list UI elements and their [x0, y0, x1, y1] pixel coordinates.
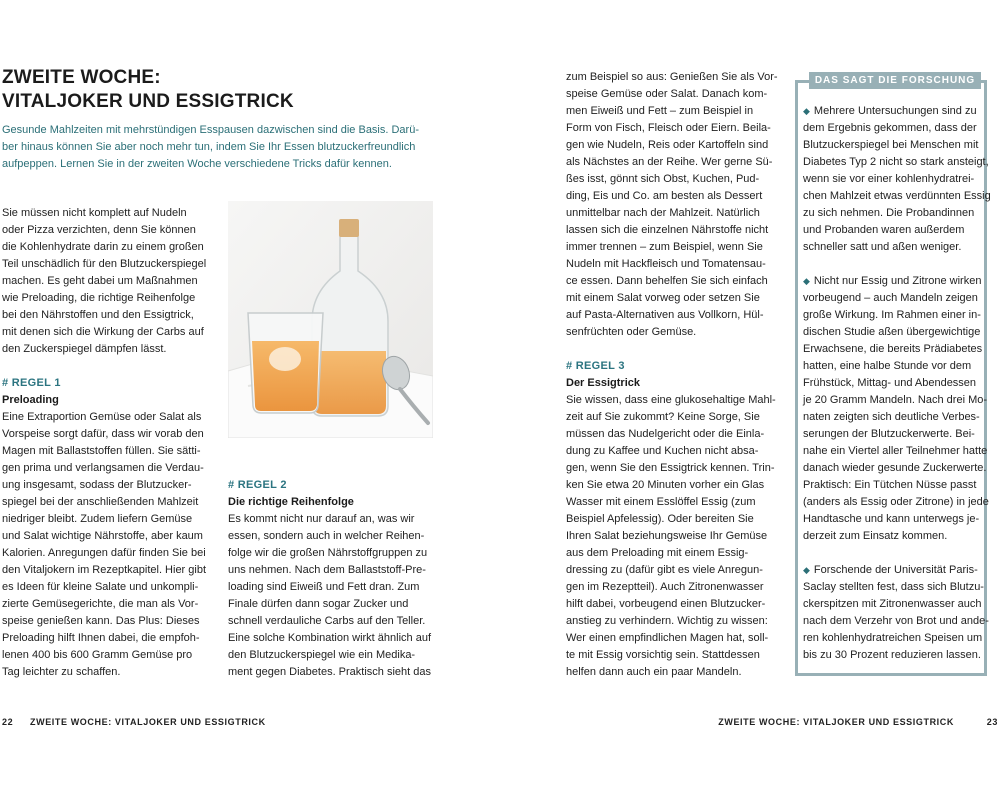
column-2	[228, 477, 443, 681]
rule-1-line: Preloading hilft Ihnen dabei, die empfoh-	[2, 632, 200, 644]
rule-3-line: anstieg zu verhindern. Wichtig zu wissen:	[566, 615, 768, 627]
continuation-line: ce essen. Dann behelfen Sie sich einfach	[566, 275, 768, 287]
rule-2-title: Die richtige Reihenfolge	[228, 496, 354, 508]
diamond-bullet-icon: ◆	[803, 565, 810, 575]
rule-2-line: loading sind Eiweiß und Fett dran. Zum	[228, 581, 420, 593]
continuation-line: unmittelbar nach der Mahlzeit. Natürlich	[566, 207, 760, 219]
paragraph-line: mit denen sich die Wirkung der Carbs auf	[2, 326, 204, 338]
rule-2-line: Es kommt nicht nur darauf an, was wir	[228, 513, 415, 525]
paragraph-line: oder Pizza verzichten, denn Sie können	[2, 224, 196, 236]
rule-1-label: # REGEL 1	[2, 377, 61, 389]
research-line: Blutzuckerspiegel bei Menschen mit	[803, 139, 979, 151]
rule-1-line: den Vitaljokern im Rezeptkapitel. Hier gibt	[2, 564, 207, 576]
research-sidebar-label: DAS SAGT DIE FORSCHUNG	[809, 72, 981, 89]
rule-1-line: Eine Extraportion Gemüse oder Salat als	[2, 411, 202, 423]
intro-line: ber hinaus können Sie aber noch mehr tun, indem Sie Ihr Essen blutzuckerfreundlich	[2, 141, 416, 153]
rule-1-line: gen prima und verlangsamen die Verdau-	[2, 462, 204, 474]
research-line: Saclay stellten fest, dass sich Blutzu-	[803, 581, 984, 593]
research-line: vorbeugend – auch Mandeln zeigen	[803, 292, 978, 304]
continuation-line: gen wie Nudeln, Reis oder Kartoffeln sind	[566, 139, 769, 151]
rule-2-label: # REGEL 2	[228, 479, 287, 491]
research-line: serungen der Blutzuckerwerte. Bei-	[803, 428, 975, 440]
intro-line: Gesunde Mahlzeiten mit mehrstündigen Esspausen dazwischen sind die Basis. Darü-	[2, 124, 419, 136]
rule-3-line: Sie wissen, dass eine glukosehaltige Mahl-	[566, 394, 776, 406]
rule-1-line: niedriger bleibt. Zudem liefern Gemüse	[2, 513, 193, 525]
rule-1-line: ung insgesamt, sodass der Blutzucker-	[2, 479, 192, 491]
research-block-1	[803, 103, 991, 256]
research-line: (anders als Essig oder Zitrone) in jede	[803, 496, 989, 508]
rule-3-line: dung zu Kaffee und Kuchen nicht absa-	[566, 445, 759, 457]
rule-2-line: den Blutzuckerspiegel wie ein Medika-	[228, 649, 416, 661]
rule-1-line: Magen mit Ballaststoffen füllen. Sie sätti-	[2, 445, 201, 457]
rule-3-label: # REGEL 3	[566, 360, 625, 372]
rule-2-line: folge wir die großen Nährstoffgruppen zu	[228, 547, 428, 559]
rule-1-line: zierte Gemüsegerichte, die man als Vor-	[2, 598, 199, 610]
rule-3-line: Wer einen empfindlichen Magen hat, soll-	[566, 632, 769, 644]
continuation-line: immer trennen – zum Beispiel, wenn Sie	[566, 241, 763, 253]
research-line: große Wirkung. Im Rahmen einer in-	[803, 309, 981, 321]
intro-line: aufpeppen. Lernen Sie in der zweiten Woche verschiedene Tricks dafür kennen.	[2, 158, 392, 170]
footer-right-title: ZWEITE WOCHE: VITALJOKER UND ESSIGTRICK	[718, 717, 954, 727]
continuation-line: als Nächstes an der Reihe. Wer gerne Sü-	[566, 156, 773, 168]
rule-3-line: helfen dann auch ein paar Mandeln.	[566, 666, 742, 678]
research-line: und Probanden waren außerdem	[803, 224, 965, 236]
research-line: dem Ergebnis gekommen, dass der	[803, 122, 977, 134]
research-line: nach dem Verzehr von Brot und ande-	[803, 615, 989, 627]
rule-3-line: te mit Essig vorsichtig sein. Stattdessen	[566, 649, 760, 661]
rule-3-line: müssen das Nudelgericht oder die Einla-	[566, 428, 765, 440]
research-line: Handtasche und kann unterwegs je-	[803, 513, 980, 525]
rule-1-line: spiegel bei der anschließenden Mahlzeit	[2, 496, 199, 508]
rule-2-line: Finale dürfen dann sogar Zucker und	[228, 598, 409, 610]
research-line: wenn sie vor einer kohlenhydratrei-	[803, 173, 975, 185]
research-line: Erwachsene, die bereits Prädiabetes	[803, 343, 983, 355]
rule-1-line: speise genießen kann. Das Plus: Dieses	[2, 615, 200, 627]
continuation-line: ßes isst, gönnt sich Obst, Kuchen, Pud-	[566, 173, 760, 185]
continuation-line: lassen sich die einzelnen Nährstoffe nicht	[566, 224, 769, 236]
diamond-bullet-icon: ◆	[803, 106, 810, 116]
continuation-line: senfrüchten oder Gemüse.	[566, 326, 697, 338]
rule-1-line: es Ideen für kleine Salate und unkompli-	[2, 581, 199, 593]
rule-3-line: Wasser mit einem Esslöffel Essig (zum	[566, 496, 756, 508]
continuation-line: ding, Eis und Co. am besten als Dessert	[566, 190, 763, 202]
research-line: Diabetes Typ 2 nicht so stark ansteigt,	[803, 156, 989, 168]
rule-1-line: lenen 400 bis 600 Gramm Gemüse pro	[2, 649, 193, 661]
page-title	[2, 66, 422, 114]
rule-1-line: Vorspeise sorgt dafür, dass wir vorab den	[2, 428, 204, 440]
research-line: ren kohlenhydratreichen Speisen um	[803, 632, 983, 644]
vinegar-bottle-glass-illustration	[228, 201, 433, 438]
rule-2-line: schnell verdauliche Carbs auf den Teller.	[228, 615, 426, 627]
research-line: Praktisch: Ein Tütchen Nüsse passt	[803, 479, 977, 491]
rule-3-line: gen im Rezeptteil). Auch Zitronenwasser	[566, 581, 764, 593]
column-1	[2, 205, 217, 681]
research-line: hatten, eine halbe Stunde vor dem	[803, 360, 972, 372]
paragraph-line: den Zuckerspiegel dämpfen lässt.	[2, 343, 167, 355]
rule-3-line: hilft dabei, vorbeugend einen Blutzucker-	[566, 598, 766, 610]
rule-3-line: gen, wenn Sie den Essigtrick kennen. Trin-	[566, 462, 775, 474]
continuation-line: speise Gemüse oder Salat. Danach kom-	[566, 88, 768, 100]
vinegar-photo	[228, 201, 433, 438]
footer-right-page-number: 23	[986, 717, 998, 727]
paragraph-line: wie Preloading, die richtige Reihenfolge	[2, 292, 196, 304]
research-line: je 20 Gramm Mandeln. Nach drei Mo-	[803, 394, 988, 406]
research-line: dischen Studie aßen übergewichtige	[803, 326, 981, 338]
paragraph-line: die Kohlenhydrate darin zu einem großen	[2, 241, 204, 253]
research-line: chen Mahlzeit etwas verdünnten Essig	[803, 190, 991, 202]
continuation-line: Nudeln mit Hackfleisch und Tomatensau-	[566, 258, 766, 270]
diamond-bullet-icon: ◆	[803, 276, 810, 286]
research-line: schneller satt und aßen weniger.	[803, 241, 962, 253]
continuation-line: zum Beispiel so aus: Genießen Sie als Vor-	[566, 71, 778, 83]
footer-left-title: ZWEITE WOCHE: VITALJOKER UND ESSIGTRICK	[30, 717, 266, 727]
rule-2-line: ment gegen Diabetes. Praktisch sieht das	[228, 666, 432, 678]
paragraph-line: Teil unschädlich für den Blutzuckerspiegel	[2, 258, 207, 270]
rule-3-line: Ihren Salat beziehungsweise Ihr Gemüse	[566, 530, 768, 542]
research-line: nahe ein Viertel aller Teilnehmer hatte	[803, 445, 988, 457]
research-line: danach wieder gesunde Zuckerwerte.	[803, 462, 987, 474]
paragraph-line: machen. Es geht dabei um Maßnahmen	[2, 275, 198, 287]
rule-3-line: aus dem Preloading mit einem Essig-	[566, 547, 749, 559]
continuation-line: Form von Fisch, Fleisch oder Eiern. Beila-	[566, 122, 771, 134]
paragraph-line: Sie müssen nicht komplett auf Nudeln	[2, 207, 187, 219]
rule-1-title: Preloading	[2, 394, 59, 406]
rule-3-line: Beispiel Apfelessig). Oder bereiten Sie	[566, 513, 754, 525]
research-line: Mehrere Untersuchungen sind zu	[813, 105, 977, 117]
rule-1-line: und Salat wichtige Nährstoffe, aber kaum	[2, 530, 203, 542]
rule-3-title: Der Essigtrick	[566, 377, 640, 389]
rule-2-line: essen, sondern auch in welcher Reihen-	[228, 530, 425, 542]
rule-1-line: Kalorien. Anregungen dafür finden Sie bei	[2, 547, 206, 559]
continuation-line: men Eiweiß und Fett – zum Beispiel in	[566, 105, 754, 117]
continuation-line: mit einem Salat vorweg oder setzen Sie	[566, 292, 760, 304]
research-line: ckerspitzen mit Zitronenwasser auch	[803, 598, 982, 610]
research-line: Nicht nur Essig und Zitrone wirken	[813, 275, 982, 287]
rule-3-line: zeit auf Sie zukommt? Keine Sorge, Sie	[566, 411, 760, 423]
footer-left-page-number: 22	[2, 717, 14, 727]
research-line: Forschende der Universität Paris-	[813, 564, 978, 576]
research-line: zu sich nehmen. Die Probandinnen	[803, 207, 975, 219]
rule-2-line: uns nehmen. Nach dem Ballaststoff-Pre-	[228, 564, 426, 576]
rule-3-line: ken Sie etwa 20 Minuten vorher ein Glas	[566, 479, 765, 491]
column-3	[566, 69, 781, 681]
research-line: naten zeigten sich deutliche Verbes-	[803, 411, 980, 423]
research-block-3	[803, 562, 989, 664]
rule-3-line: dressing zu (dafür gibt es viele Anregun-	[566, 564, 763, 576]
rule-2-line: Eine solche Kombination wirkt ähnlich auf	[228, 632, 432, 644]
research-line: derzeit zum Einsatz kommen.	[803, 530, 948, 542]
intro-paragraph	[2, 122, 432, 173]
research-block-2	[803, 273, 989, 545]
research-line: bis zu 30 Prozent reduzieren lassen.	[803, 649, 981, 661]
page-title-line: VITALJOKER UND ESSIGTRICK	[2, 91, 294, 112]
continuation-line: auf Pasta-Alternativen aus Vollkorn, Hül-	[566, 309, 764, 321]
paragraph-line: bei den Nährstoffen und den Essigtrick,	[2, 309, 194, 321]
page-title-line: ZWEITE WOCHE:	[2, 67, 161, 88]
research-line: Frühstück, Mittag- und Abendessen	[803, 377, 977, 389]
rule-1-line: Tag leichter zu schaffen.	[2, 666, 121, 678]
